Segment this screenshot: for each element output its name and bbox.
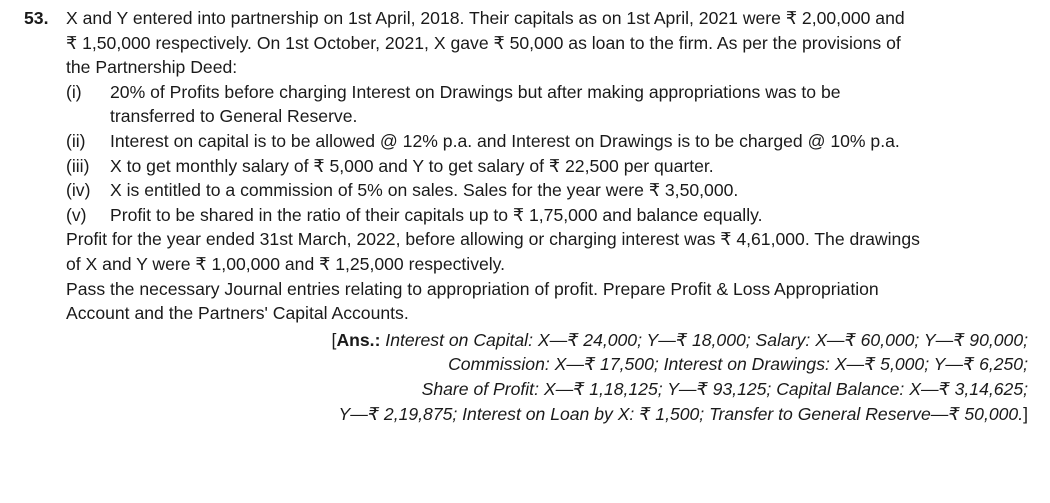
answer-line-3: Share of Profit: X—₹ 1,18,125; Y—₹ 93,125; Capital Balance: X—₹ 3,14,625; (421, 378, 1028, 399)
clause-number: (iv) (66, 180, 91, 201)
instruction-line-1: Pass the necessary Journal entries relating to appropriation of profit. Prepare Profit & Loss Appropriation (66, 278, 879, 299)
profit-line-1: Profit for the year ended 31st March, 2022, before allowing or charging interest was ₹ 4,61,000. The drawings (66, 229, 920, 250)
clause-ii (24, 129, 1032, 154)
answer-close-bracket: ] (1023, 403, 1028, 424)
clause-number: (v) (66, 204, 87, 225)
clause-iii (24, 154, 1032, 179)
profit-line-2: of X and Y were ₹ 1,00,000 and ₹ 1,25,000 respectively. (66, 253, 506, 274)
question-intro-line-2: ₹ 1,50,000 respectively. On 1st October, 2021, X gave ₹ 50,000 as loan to the firm. As per the provisions of (66, 32, 901, 53)
clause-text: Profit to be shared in the ratio of their capitals up to ₹ 1,75,000 and balance equally. (110, 204, 763, 225)
clause-text: 20% of Profits before charging Interest on Drawings but after making appropriations was to be (110, 81, 841, 102)
clause-number: (ii) (66, 130, 86, 151)
answer-text-1: Interest on Capital: X—₹ 24,000; Y—₹ 18,000; Salary: X—₹ 60,000; Y—₹ 90,000; (380, 329, 1028, 350)
answer-line-1 (24, 328, 1032, 353)
instruction-line-2: Account and the Partners' Capital Accounts. (66, 303, 409, 324)
clause-text: X to get monthly salary of ₹ 5,000 and Y to get salary of ₹ 22,500 per quarter. (110, 155, 714, 176)
clause-number: (iii) (66, 155, 90, 176)
answer-line-4 (24, 402, 1032, 427)
clause-number: (i) (66, 81, 82, 102)
answer-open-bracket: [ (331, 329, 337, 350)
clause-i-continued: transferred to General Reserve. (110, 106, 358, 127)
clause-text: X is entitled to a commission of 5% on sales. Sales for the year were ₹ 3,50,000. (110, 180, 739, 201)
question-intro-line-3: the Partnership Deed: (66, 57, 238, 78)
clause-iv (24, 178, 1032, 203)
question-intro-line-1 (24, 6, 1032, 31)
answer-line-2: Commission: X—₹ 17,500; Interest on Drawings: X—₹ 5,000; Y—₹ 6,250; (448, 354, 1028, 375)
question-intro-text-1: X and Y entered into partnership on 1st April, 2018. Their capitals as on 1st April, 2021 were ₹ 2,00,000 and (66, 8, 905, 28)
clause-v (24, 203, 1032, 228)
clause-text: Interest on capital is to be allowed @ 12% p.a. and Interest on Drawings is to be charged @ 10% p.a. (110, 130, 900, 151)
answer-label: Ans.: (336, 329, 381, 350)
answer-text-4: Y—₹ 2,19,875; Interest on Loan by X: ₹ 1,500; Transfer to General Reserve—₹ 50,000. (338, 403, 1024, 424)
question-number: 53. (24, 8, 49, 28)
clause-i (24, 80, 1032, 105)
